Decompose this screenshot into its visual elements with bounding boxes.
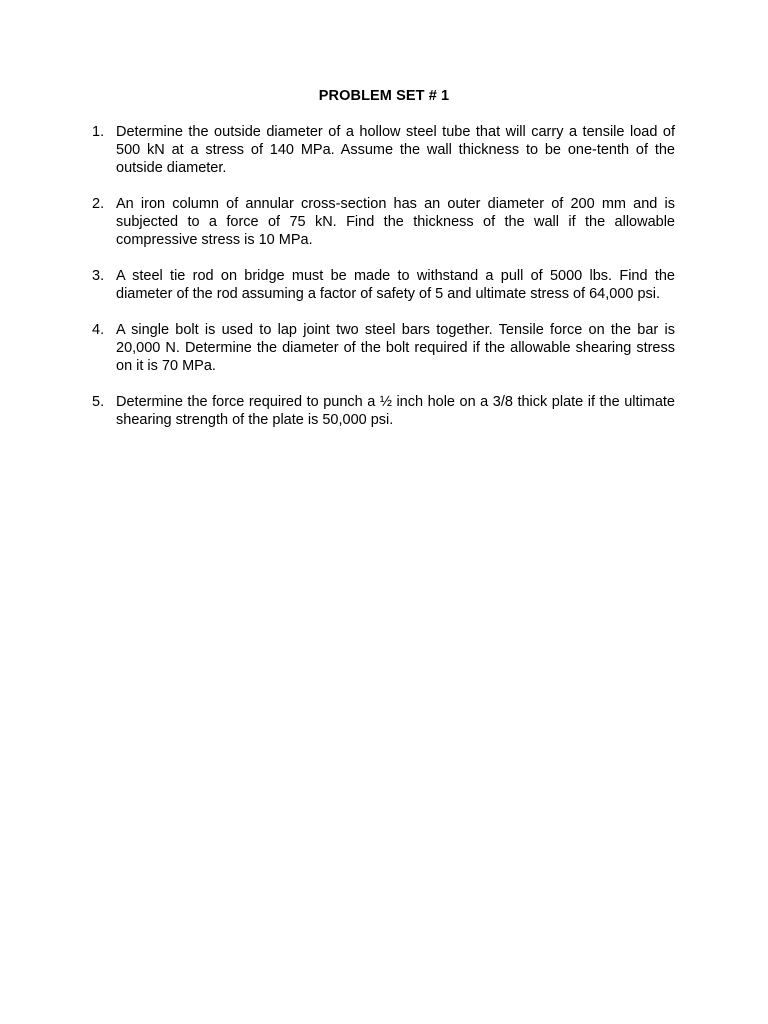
problem-number: 2. — [92, 196, 105, 212]
page-title: PROBLEM SET # 1 — [318, 88, 450, 104]
problem-list — [92, 123, 675, 447]
problem-number: 5. — [92, 394, 105, 410]
problem-item-3 — [92, 267, 675, 303]
problem-text: An iron column of annular cross-section has an outer diameter of 200 mm and is subjected to a force of 75 kN. Find the thickness of the wall if the allowable compressive stress is 10 MPa. — [116, 196, 675, 248]
problem-text: A single bolt is used to lap joint two steel bars together. Tensile force on the bar is 20,000 N. Determine the diameter of the bolt required if the allowable shearing stress on it is 70 MPa. — [116, 322, 675, 374]
problem-text: A steel tie rod on bridge must be made to withstand a pull of 5000 lbs. Find the diameter of the rod assuming a factor of safety of 5 and ultimate stress of 64,000 psi. — [116, 268, 675, 302]
problem-item-5 — [92, 393, 675, 429]
problem-number: 3. — [92, 268, 105, 284]
problem-item-2 — [92, 195, 675, 249]
problem-number: 4. — [92, 322, 105, 338]
problem-text: Determine the force required to punch a ½ inch hole on a 3/8 thick plate if the ultimate shearing strength of the plate is 50,000 psi. — [116, 394, 675, 428]
problem-text: Determine the outside diameter of a hollow steel tube that will carry a tensile load of 500 kN at a stress of 140 MPa. Assume the wall thickness to be one-tenth of the outside diameter. — [116, 124, 675, 176]
problem-item-4 — [92, 321, 675, 375]
problem-item-1 — [92, 123, 675, 177]
problem-number: 1. — [92, 124, 105, 140]
